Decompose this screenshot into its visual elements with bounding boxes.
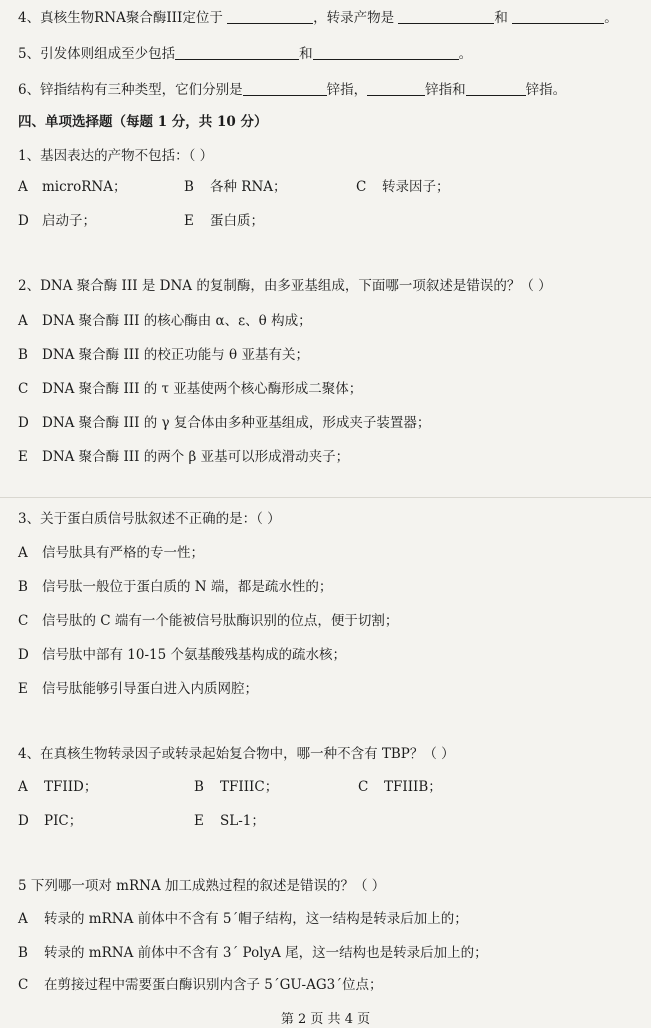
question-and: 和	[494, 10, 508, 26]
option-b[interactable]: 转录的 mRNA 前体中不含有 3´ PolyA 尾，这一结构也是转录后加上的；	[44, 945, 488, 961]
option-a[interactable]: microRNA；	[42, 179, 127, 195]
question-4-stem: 4、在真核生物转录因子或转录起始复合物中，哪一种不含有 TBP？（ ）	[18, 746, 455, 762]
option-letter: A	[18, 911, 28, 927]
option-letter: A	[18, 313, 28, 329]
answer-blank[interactable]	[243, 81, 327, 96]
option-letter: E	[184, 213, 194, 229]
option-d[interactable]: 启动子；	[42, 213, 96, 229]
option-c[interactable]: 在剪接过程中需要蛋白酶识别内含子 5´GU-AG3´位点；	[44, 977, 383, 993]
question-prefix: 锌指结构有三种类型，它们分别是	[40, 82, 243, 98]
question-suffix: 锌指，	[326, 82, 368, 98]
option-letter: C	[18, 613, 29, 629]
option-b[interactable]: DNA 聚合酶 III 的校正功能与 θ 亚基有关；	[42, 347, 309, 363]
option-letter: C	[358, 779, 369, 795]
fill-in-question-5	[18, 44, 472, 64]
answer-blank[interactable]	[466, 81, 526, 96]
question-number: 4、	[18, 10, 41, 26]
option-letter: A	[18, 545, 28, 561]
option-a[interactable]: DNA 聚合酶 III 的核心酶由 α、ε、θ 构成；	[42, 313, 312, 329]
question-and: 和	[299, 46, 313, 62]
answer-blank[interactable]	[367, 81, 425, 96]
section-title: 四、单项选择题（每题 1 分，共 10 分）	[18, 114, 268, 130]
option-c[interactable]: 信号肽的 C 端有一个能被信号肽酶识别的位点，便于切割；	[42, 613, 399, 629]
option-letter: A	[18, 779, 28, 795]
option-letter: B	[184, 179, 194, 195]
option-letter: B	[18, 347, 28, 363]
option-letter: A	[18, 179, 28, 195]
option-letter: D	[18, 213, 29, 229]
option-c[interactable]: 转录因子；	[382, 179, 450, 195]
question-suffix: 锌指。	[525, 82, 567, 98]
fill-in-question-4	[18, 8, 618, 28]
question-1-stem: 1、基因表达的产物不包括：（ ）	[18, 148, 214, 164]
question-3-stem: 3、关于蛋白质信号肽叙述不正确的是：（ ）	[18, 511, 281, 527]
option-a[interactable]: 信号肽具有严格的专一性；	[42, 545, 204, 561]
option-letter: B	[18, 579, 28, 595]
question-end: 。	[604, 10, 618, 26]
question-mid: ，转录产物是	[313, 10, 395, 26]
option-d[interactable]: PIC；	[44, 813, 83, 829]
option-letter: E	[18, 449, 28, 465]
option-c[interactable]: DNA 聚合酶 III 的 τ 亚基使两个核心酶形成二聚体；	[42, 381, 363, 397]
option-letter: E	[194, 813, 204, 829]
question-suffix: 锌指和	[425, 82, 466, 98]
option-b[interactable]: 各种 RNA；	[210, 179, 287, 195]
answer-blank[interactable]	[512, 9, 604, 24]
option-letter: E	[18, 681, 28, 697]
option-a[interactable]: 转录的 mRNA 前体中不含有 5´帽子结构，这一结构是转录后加上的；	[44, 911, 468, 927]
option-letter: B	[194, 779, 204, 795]
option-letter: D	[18, 415, 29, 431]
answer-blank[interactable]	[313, 45, 459, 60]
question-2-stem: 2、DNA 聚合酶 III 是 DNA 的复制酶，由多亚基组成，下面哪一项叙述是错误的？（ ）	[18, 278, 552, 294]
answer-blank[interactable]	[227, 9, 313, 24]
option-d[interactable]: DNA 聚合酶 III 的 γ 复合体由多种亚基组成，形成夹子装置器；	[42, 415, 431, 431]
question-prefix: 真核生物RNA聚合酶III定位于	[40, 10, 223, 26]
option-e[interactable]: SL-1；	[220, 813, 265, 829]
option-b[interactable]: 信号肽一般位于蛋白质的 N 端，都是疏水性的；	[42, 579, 333, 595]
option-letter: C	[18, 381, 29, 397]
option-e[interactable]: 蛋白质；	[210, 213, 264, 229]
option-e[interactable]: DNA 聚合酶 III 的两个 β 亚基可以形成滑动夹子；	[42, 449, 350, 465]
question-5-stem: 5 下列哪一项对 mRNA 加工成熟过程的叙述是错误的？（ ）	[18, 878, 386, 894]
option-letter: C	[356, 179, 367, 195]
question-number: 6、	[18, 82, 41, 98]
page-fold-line	[0, 497, 651, 498]
answer-blank[interactable]	[398, 9, 494, 24]
option-d[interactable]: 信号肽中部有 10-15 个氨基酸残基构成的疏水核；	[42, 647, 346, 663]
answer-blank[interactable]	[175, 45, 299, 60]
option-letter: C	[18, 977, 29, 993]
fill-in-question-6	[18, 80, 566, 100]
option-letter: D	[18, 813, 29, 829]
option-letter: D	[18, 647, 29, 663]
option-a[interactable]: TFIID；	[44, 779, 98, 795]
question-prefix: 引发体则组成至少包括	[40, 46, 176, 62]
option-e[interactable]: 信号肽能够引导蛋白进入内质网腔；	[42, 681, 258, 697]
option-letter: B	[18, 945, 28, 961]
question-end: 。	[458, 46, 473, 62]
page-number-footer: 第 2 页 共 4 页	[280, 1012, 371, 1027]
option-c[interactable]: TFIIIB；	[384, 779, 442, 795]
option-b[interactable]: TFIIIC；	[220, 779, 279, 795]
question-number: 5、	[18, 46, 41, 62]
